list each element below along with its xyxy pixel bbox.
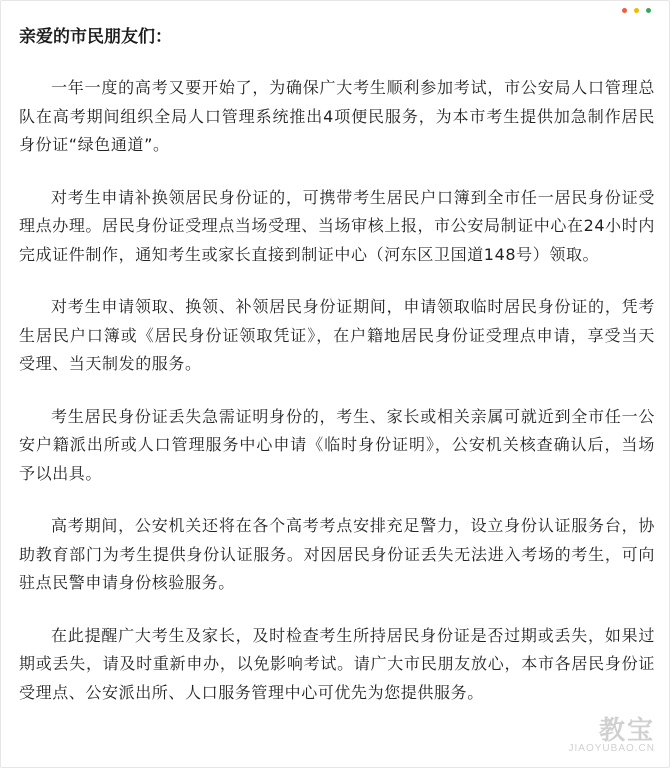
watermark	[569, 717, 655, 755]
red-dot-icon	[622, 8, 627, 13]
paragraph-temporary-id: 对考生申请领取、换领、补领居民身份证期间，申请领取临时居民身份证的，凭考生居民户口簿或《居民身份证领取凭证》，在户籍地居民身份证受理点申请，享受当天受理、当天制发的服务。	[19, 297, 655, 373]
paragraph-exam-site: 高考期间，公安机关还将在各个高考考点安排充足警力，设立身份认证服务台，协助教育部门为考生提供身份认证服务。对因居民身份证丢失无法进入考场的考生，可向驻点民警申请身份核验服务。	[19, 516, 655, 592]
greeting-heading: 亲爱的市民朋友们：	[19, 27, 172, 47]
watermark-url: JIAOYUBAO.CN	[568, 743, 655, 754]
paragraph-lost-id: 考生居民身份证丢失急需证明身份的，考生、家长或相关亲属可就近到全市任一公安户籍派出所或人口管理服务中心申请《临时身份证明》，公安机关核查确认后，当场予以出具。	[19, 406, 655, 483]
yellow-dot-icon	[634, 8, 639, 13]
paragraph-intro: 一年一度的高考又要开始了，为确保广大考生顺利参加考试，市公安局人口管理总队在高考期间组织全局人口管理系统推出4项便民服务，为本市考生提供加急制作居民身份证“绿色通道”。	[19, 78, 655, 154]
watermark-logo: 教宝	[598, 715, 655, 745]
window-dots	[622, 8, 651, 13]
article-body	[19, 22, 655, 731]
paragraph-reminder: 在此提醒广大考生及家长，及时检查考生所持居民身份证是否过期或丢失，如果过期或丢失，请及时重新申办，以免影响考试。请广大市民朋友放心，本市各居民身份证受理点、公安派出所、人口服务管理中心可优先为您提供服务。	[19, 625, 655, 702]
paragraph-replacement: 对考生申请补换领居民身份证的，可携带考生居民户口簿到全市任一居民身份证受理点办理。居民身份证受理点当场受理、当场审核上报，市公安局制证中心在24小时内完成证件制作，通知考生或家长直接到制证中心（河东区卫国道148号）领取。	[19, 187, 655, 264]
green-dot-icon	[646, 8, 651, 13]
